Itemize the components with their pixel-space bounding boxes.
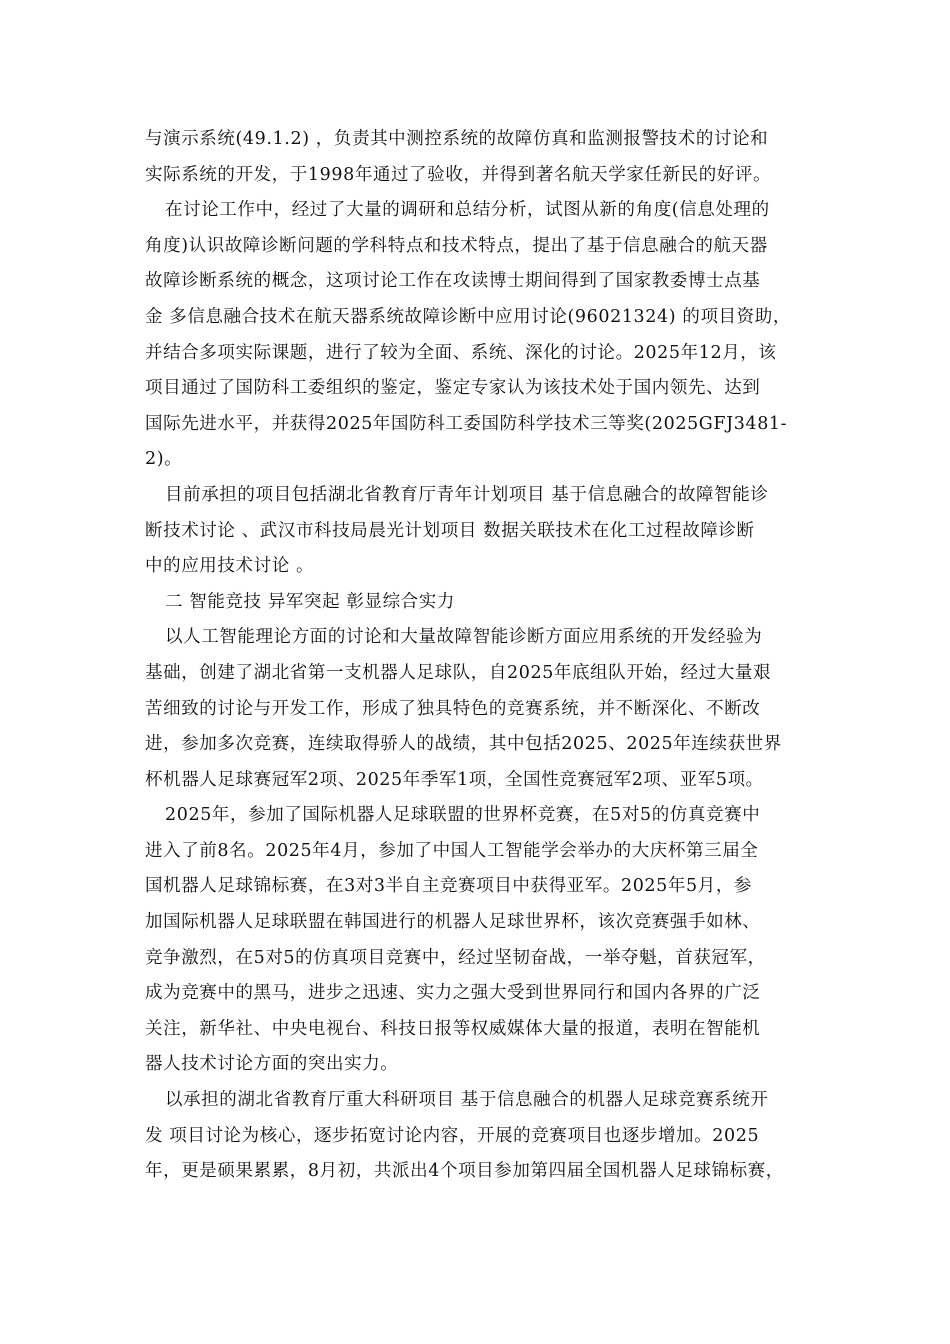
text-line: 苦细致的讨论与开发工作，形成了独具特色的竞赛系统，并不断深化、不断改 [145,698,761,719]
text-line: 基础，创建了湖北省第一支机器人足球队，自2025年底组队开始，经过大量艰 [145,662,772,683]
text-line: 实际系统的开发，于1998年通过了验收，并得到著名航天学家任新民的好评。 [145,164,772,185]
text-line: 加国际机器人足球联盟在韩国进行的机器人足球世界杯，该次竞赛强手如林、 [145,912,761,933]
text-line: 故障诊断系统的概念，这项讨论工作在攻读博士期间得到了国家教委博士点基 [145,271,761,292]
text-line: 发 项目讨论为核心，逐步拓宽讨论内容，开展的竞赛项目也逐步增加。2025 [145,1125,760,1146]
text-line: 关注，新华社、中央电视台、科技日报等权威媒体大量的报道，表明在智能机 [145,1018,761,1039]
text-line: 成为竞赛中的黑马，进步之迅速、实力之强大受到世界同行和国内各界的广泛 [145,983,761,1004]
text-line: 2025年，参加了国际机器人足球联盟的世界杯竞赛，在5对5的仿真竞赛中 [165,805,761,826]
text-line: 在讨论工作中，经过了大量的调研和总结分析，试图从新的角度(信息处理的 [165,200,770,221]
text-line: 国机器人足球锦标赛，在3对3半自主竞赛项目中获得亚军。2025年5月，参 [145,876,753,897]
text-line: 杯机器人足球赛冠军2项、2025年季军1项，全国性竞赛冠军2项、亚军5项。 [145,769,764,790]
text-line: 断技术讨论 、武汉市科技局晨光计划项目 数据关联技术在化工过程故障诊断 [145,520,755,541]
text-line: 以承担的湖北省教育厅重大科研项目 基于信息融合的机器人足球竞赛系统开 [165,1090,769,1111]
document-body [145,122,835,1190]
text-line: 进，参加多次竞赛，连续取得骄人的战绩，其中包括2025、2025年连续获世界 [145,734,782,755]
text-line: 竞争激烈，在5对5的仿真项目竞赛中，经过坚韧奋战，一举夺魁，首获冠军， [145,947,766,968]
text-line: 2)。 [145,449,183,470]
text-line: 金 多信息融合技术在航天器系统故障诊断中应用讨论(96021324) 的项目资助， [145,306,791,327]
text-line: 角度)认识故障诊断问题的学科特点和技术特点，提出了基于信息融合的航天器 [145,235,768,256]
text-line: 与演示系统(49.1.2) ，负责其中测控系统的故障仿真和监测报警技术的讨论和 [145,129,769,149]
text-line: 目前承担的项目包括湖北省教育厅青年计划项目 基于信息融合的故障智能诊 [165,484,769,505]
text-line: 以人工智能理论方面的讨论和大量故障智能诊断方面应用系统的开发经验为 [165,627,763,648]
text-line: 中的应用技术讨论 。 [145,556,315,577]
text-line: 器人技术讨论方面的突出实力。 [145,1054,399,1075]
text-line: 进入了前8名。2025年4月，参加了中国人工智能学会举办的大庆杯第三届全 [145,840,759,861]
text-line: 项目通过了国防科工委组织的鉴定，鉴定专家认为该技术处于国内领先、达到 [145,378,761,399]
text-line: 年，更是硕果累累，8月初，共派出4个项目参加第四届全国机器人足球锦标赛， [145,1161,784,1182]
text-line: 并结合多项实际课题，进行了较为全面、系统、深化的讨论。2025年12月，该 [145,342,777,363]
section-heading: 二 智能竞技 异军突起 彰显综合实力 [165,591,455,612]
text-line: 国际先进水平，并获得2025年国防科工委国防科学技术三等奖(2025GFJ3481- [145,413,788,434]
